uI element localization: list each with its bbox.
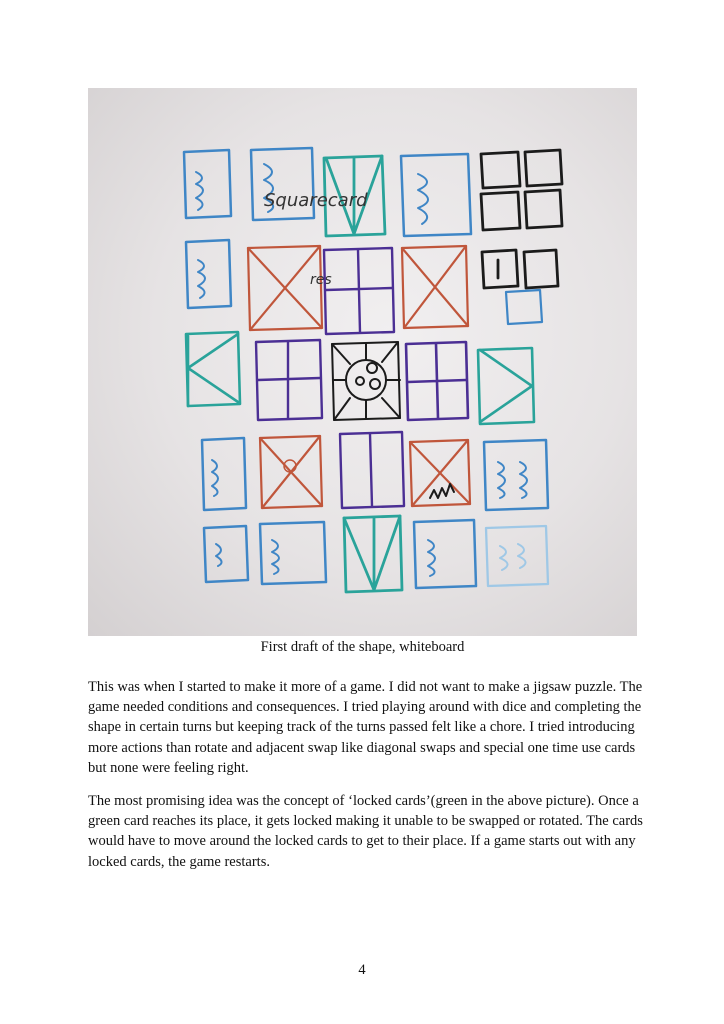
card-r5c4 — [414, 520, 476, 588]
card-r1c5 — [481, 150, 562, 230]
card-r4c5 — [484, 440, 548, 510]
card-r2c2 — [248, 246, 322, 330]
card-r2c5-small — [506, 290, 542, 324]
body-paragraph: The most promising idea was the concept of ‘locked cards’(green in the above picture). Once a green card reaches its place, it gets locked making it unable to be swapped or rotated. The cards would have to move around the locked cards to get to their place. If a game starts out with any locked cards, the game restarts. — [88, 793, 643, 870]
card-r3c5 — [478, 348, 534, 424]
card-r5c2 — [260, 522, 326, 584]
handwritten-label-res: res — [310, 272, 332, 288]
card-r4c4 — [410, 440, 470, 506]
card-r3c3 — [332, 342, 400, 420]
whiteboard-sketch — [88, 88, 637, 636]
card-r5c5 — [486, 526, 548, 586]
card-r3c2 — [256, 340, 322, 420]
card-r2c4 — [402, 246, 468, 328]
card-r2c1 — [186, 240, 231, 308]
body-paragraph: This was when I started to make it more of a game. I did not want to make a jigsaw puzzle. The game needed conditions and consequences. I tried playing around with dice and completing the shape in certain turns but keeping track of the turns passed felt like a chore. I tried introducing more actions than rotate and adjacent swap like diagonal swaps and special one time use cards but none were feeling right. — [88, 679, 643, 776]
card-r2c3 — [324, 248, 394, 334]
card-r5c3 — [344, 516, 402, 592]
handwritten-label-squarecard: Squarecard — [264, 190, 368, 211]
card-r1c4 — [401, 154, 471, 236]
whiteboard-photo — [88, 88, 637, 636]
card-r4c2 — [260, 436, 322, 508]
card-r2c5 — [482, 250, 558, 288]
card-r4c3 — [340, 432, 404, 508]
card-r4c1 — [202, 438, 246, 510]
card-r3c1 — [186, 332, 240, 406]
figure-caption: First draft of the shape, whiteboard — [260, 639, 465, 655]
card-r1c1 — [184, 150, 231, 218]
page-number: 4 — [358, 962, 366, 978]
card-r5c1 — [204, 526, 248, 582]
card-r3c4 — [406, 342, 468, 420]
